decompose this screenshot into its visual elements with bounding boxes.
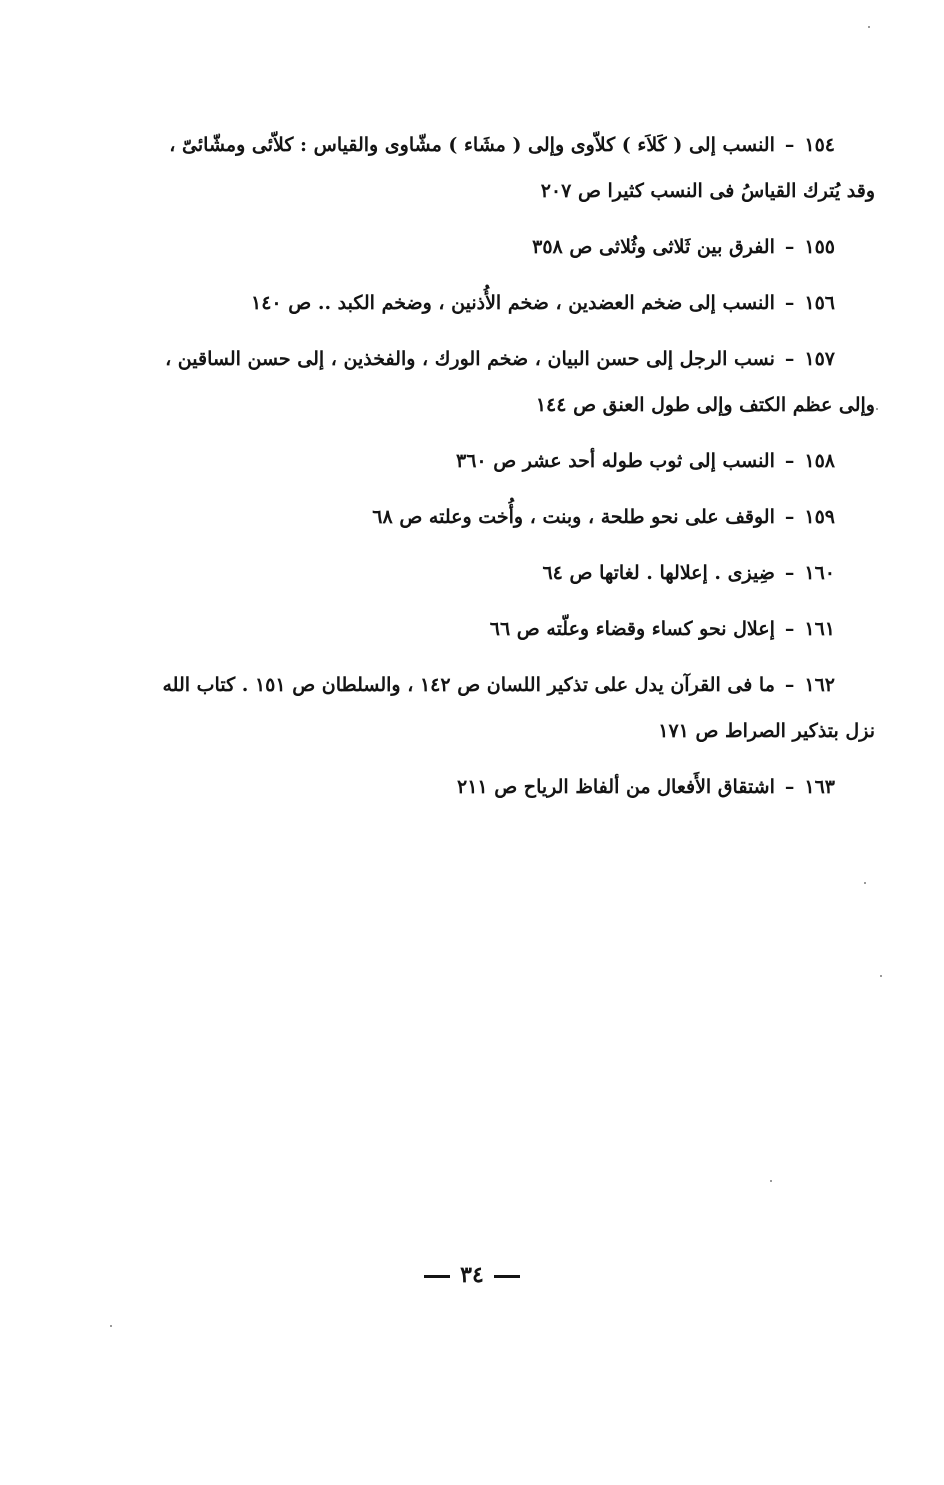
entry-text: النسب إلى ( كَلاَء ) كلاّوى وإلى ( مشَاء ) مشّاوى والقياس : كلاّئى ومشّائىّ ، (169, 134, 775, 156)
entry-dash: – (784, 236, 795, 258)
index-entries-list (145, 122, 875, 820)
entry-text: الوقف على نحو طلحة ، وبنت ، وأُخت وعلته ص ٦٨ (372, 506, 775, 528)
entry-number: ١٥٨ (804, 450, 835, 472)
entry-continuation: وإلى عظم الكتف وإلى طول العنق ص ١٤٤ (535, 394, 875, 416)
entry-dash: – (784, 506, 795, 528)
index-entry-159 (145, 494, 875, 540)
entry-line (145, 764, 875, 810)
scan-speck (110, 1325, 112, 1327)
entry-line (145, 606, 875, 652)
entry-line (145, 494, 875, 540)
index-entry-158 (145, 438, 875, 484)
entry-number: ١٦٢ (804, 674, 835, 696)
scan-speck (770, 1180, 772, 1182)
entry-continuation: نزل بتذكير الصراط ص ١٧١ (658, 720, 875, 742)
page-number: ٣٤ (460, 1262, 484, 1288)
entry-continuation: وقد يُترك القياسُ فى النسب كثيرا ص ٢٠٧ (540, 180, 875, 202)
scan-speck (868, 26, 870, 28)
entry-number: ١٥٥ (804, 236, 835, 258)
entry-text: الفرق بين ثَلاثى وثُلاثى ص ٣٥٨ (532, 236, 775, 258)
index-entry-160 (145, 550, 875, 596)
scan-speck (876, 408, 878, 410)
entry-text: ما فى القرآن يدل على تذكير اللسان ص ١٤٢ ، والسلطان ص ١٥١ . كتاب الله (162, 674, 775, 696)
index-entry-163 (145, 764, 875, 810)
entry-line (145, 224, 875, 270)
index-entry-154 (145, 122, 875, 214)
footer-dash-right (494, 1275, 520, 1278)
entry-text: النسب إلى ضخم العضدين ، ضخم الأُذنين ، وضخم الكبد .. ص ١٤٠ (251, 292, 775, 314)
entry-dash: – (784, 776, 795, 798)
index-entry-162 (145, 662, 875, 754)
entry-number: ١٦١ (804, 618, 835, 640)
entry-dash: – (784, 562, 795, 584)
entry-text: نسب الرجل إلى حسن البيان ، ضخم الورك ، والفخذين ، إلى حسن الساقين ، (165, 348, 775, 370)
entry-number: ١٦٣ (804, 776, 835, 798)
entry-number: ١٥٦ (804, 292, 835, 314)
index-entry-156 (145, 280, 875, 326)
entry-line (145, 336, 875, 382)
entry-number: ١٥٧ (804, 348, 835, 370)
footer-dash-left (424, 1275, 450, 1278)
scan-speck (880, 975, 882, 977)
index-entry-161 (145, 606, 875, 652)
entry-dash: – (784, 618, 795, 640)
entry-number: ١٥٩ (804, 506, 835, 528)
page-number-footer (0, 1262, 944, 1288)
entry-number: ١٥٤ (804, 134, 835, 156)
index-entry-155 (145, 224, 875, 270)
entry-text: ضِيزى . إعلالها . لغاتها ص ٦٤ (542, 562, 775, 584)
entry-number: ١٦٠ (804, 562, 835, 584)
entry-line (145, 280, 875, 326)
entry-text: النسب إلى ثوب طوله أحد عشر ص ٣٦٠ (455, 450, 775, 472)
index-entry-157 (145, 336, 875, 428)
entry-dash: – (784, 674, 795, 696)
entry-line (145, 122, 875, 168)
entry-line (145, 662, 875, 708)
entry-dash: – (784, 292, 795, 314)
entry-text: إعلال نحو كساء وقضاء وعلّته ص ٦٦ (489, 618, 775, 640)
scan-speck (864, 882, 866, 884)
entry-dash: – (784, 348, 795, 370)
entry-line (145, 438, 875, 484)
entry-dash: – (784, 134, 795, 156)
entry-line (145, 550, 875, 596)
entry-dash: – (784, 450, 795, 472)
entry-text: اشتقاق الأَفعال من ألفاظ الرياح ص ٢١١ (456, 776, 775, 798)
